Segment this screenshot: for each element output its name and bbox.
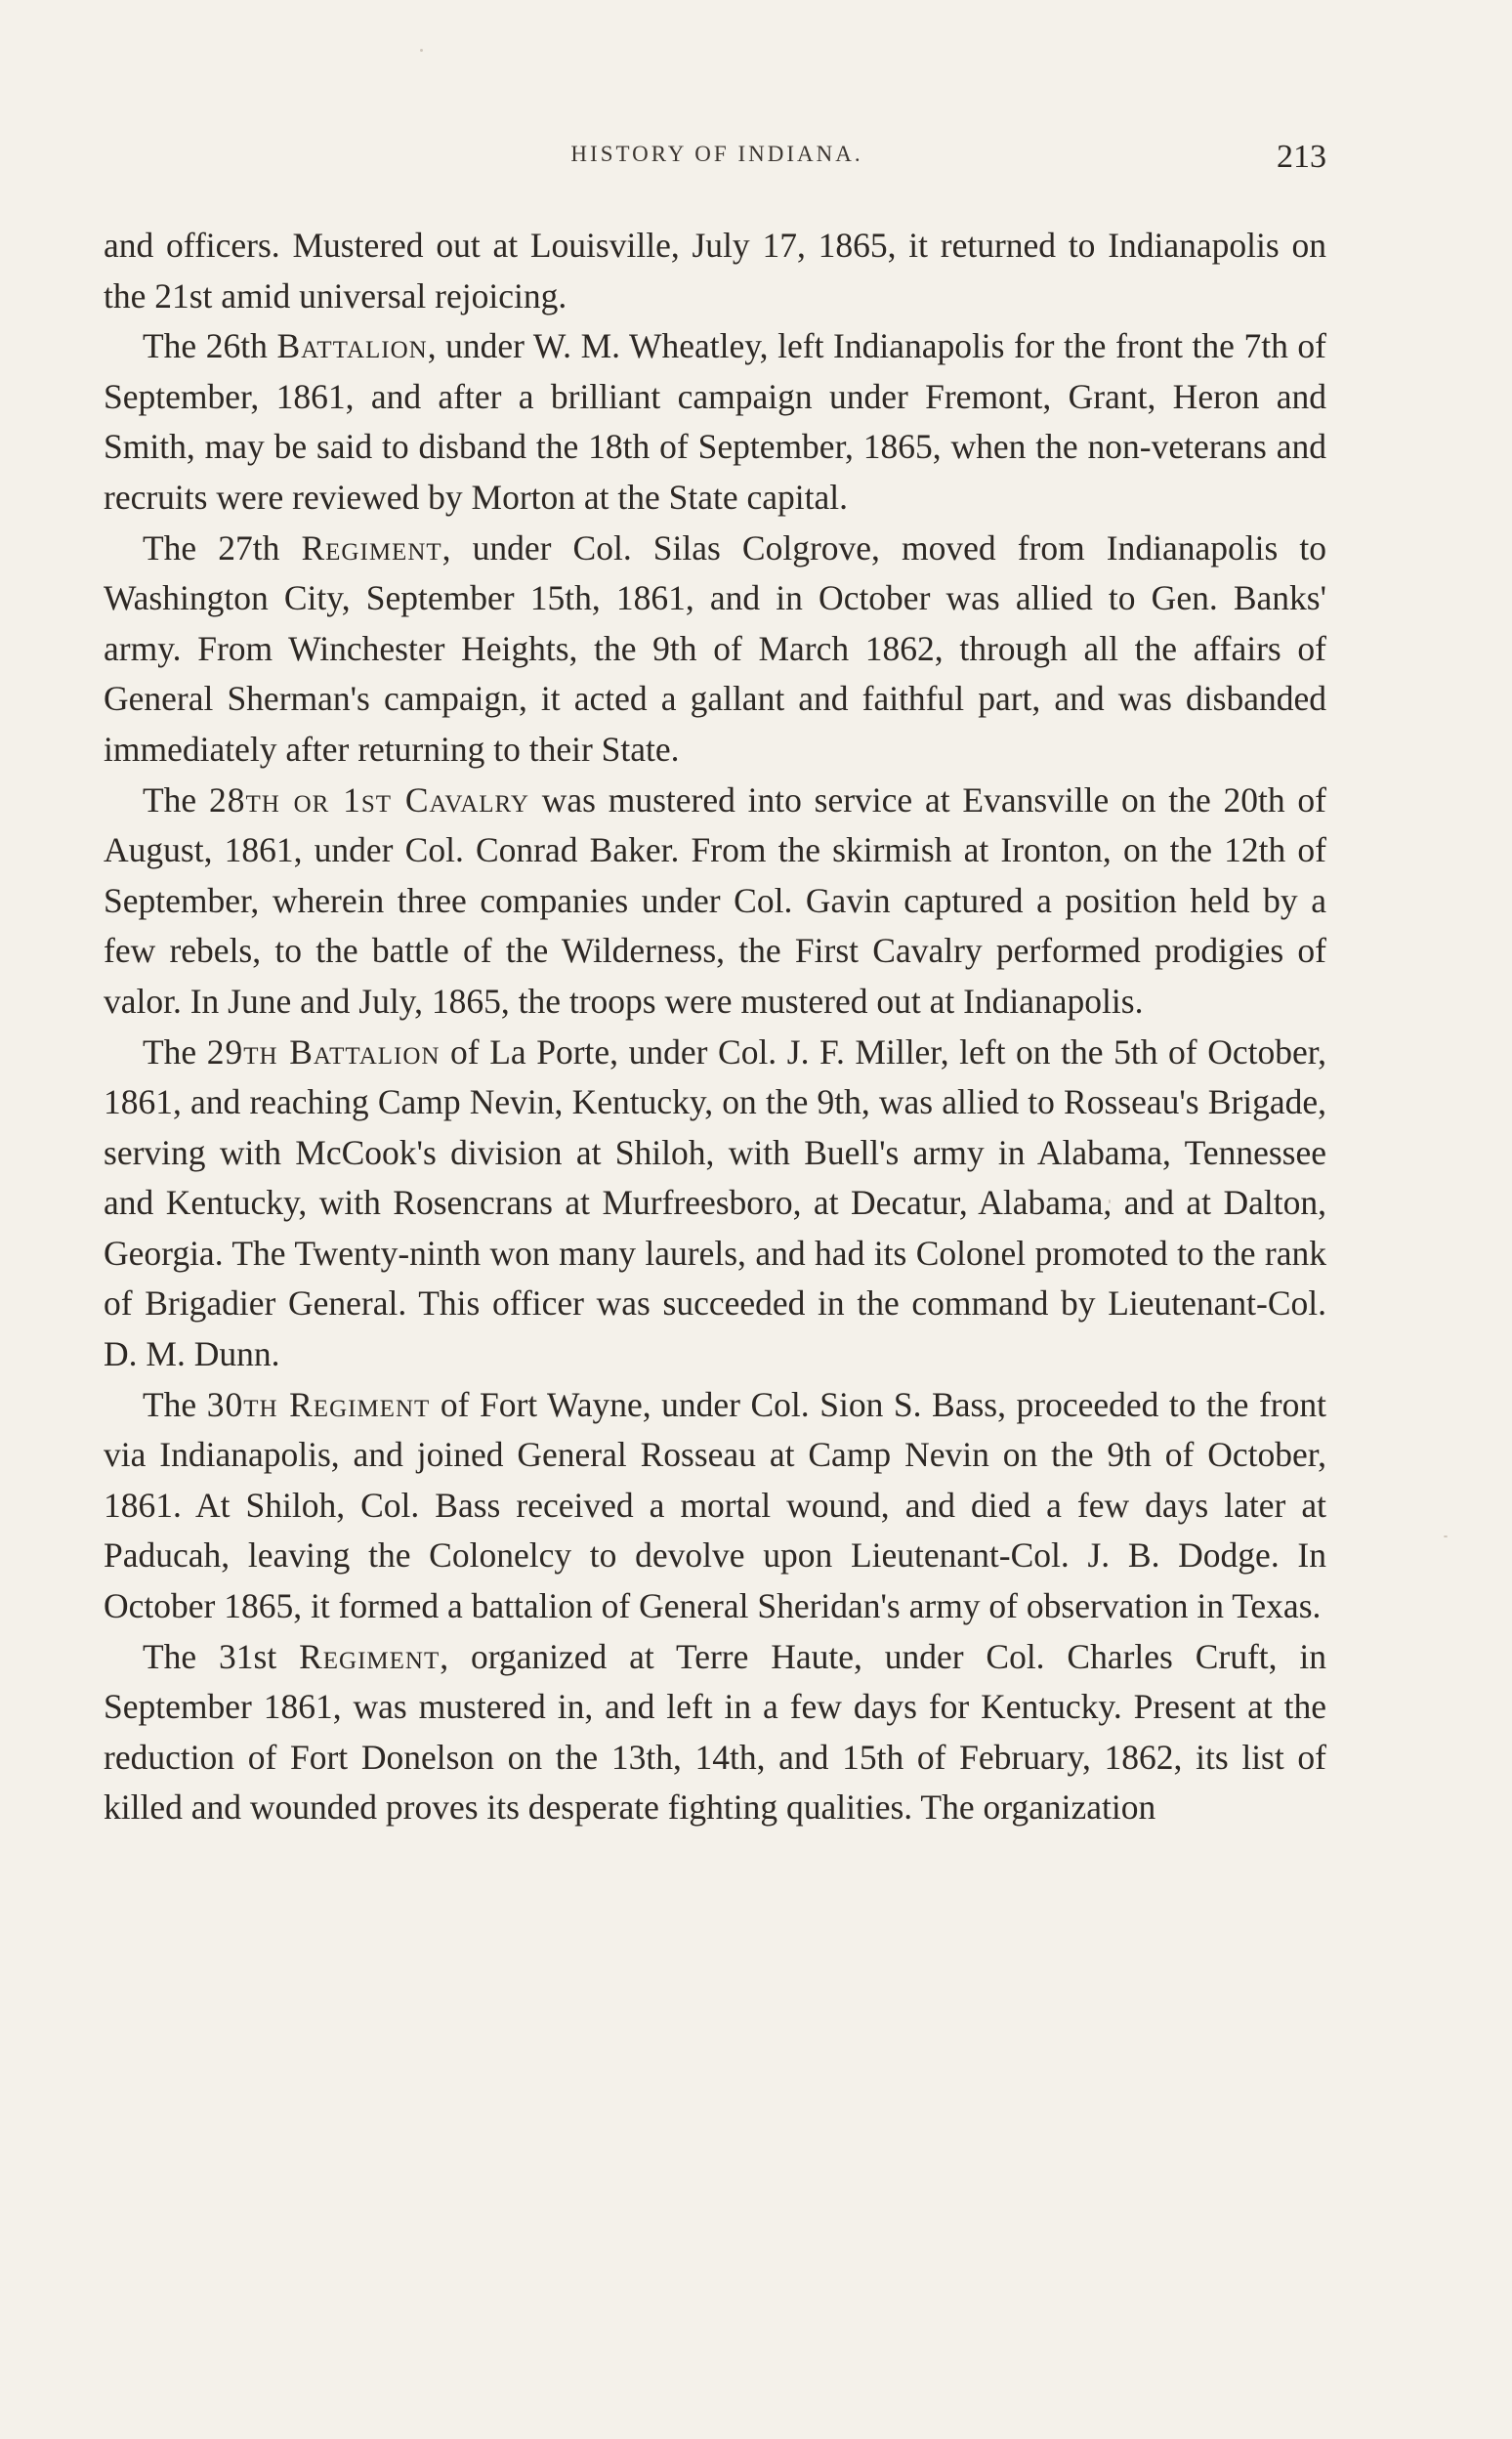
paragraph-lead: The 27th bbox=[143, 527, 302, 568]
paper-speck bbox=[420, 49, 423, 52]
paragraph-text: of La Porte, under Col. J. F. Miller, left on the 5th of October, 1861, and reaching Camp Nevin, Kentucky, on the 9th, was allied to Rosseau's Brigade, serving with McCook's division at Shiloh, with Buell's army in Alabama, Tennessee and Kentucky, with Rosencrans at Murfreesboro, at Decatur, Alabama, and at Dalton, Georgia. The Twenty-ninth won many laurels, and had its Colonel promoted to the rank of Brigadier General. This officer was succeeded in the command by Lieutenant-Col. D. M. Dunn. bbox=[104, 1031, 1326, 1374]
paragraph-lead: The 26th bbox=[143, 326, 277, 366]
paragraph-lead: The 31st bbox=[143, 1636, 300, 1676]
paragraph bbox=[104, 776, 1326, 1028]
page-header bbox=[107, 139, 1326, 187]
paragraph-text: of Fort Wayne, under Col. Sion S. Bass, proceeded to the front via Indianapolis, and joined General Rosseau at Camp Nevin on the 9th of October, 1861. At Shiloh, Col. Bass received a mortal wound, and died a few days later at Paducah, leaving the Colonelcy to devolve upon Lieutenant-Col. J. B. Dodge. In October 1865, it formed a battalion of General Sheridan's army of observation in Texas. bbox=[104, 1384, 1326, 1626]
page-number: 213 bbox=[1277, 139, 1326, 175]
paragraph-lead: The bbox=[143, 1384, 207, 1424]
paragraph bbox=[104, 1632, 1326, 1833]
paragraph bbox=[104, 321, 1326, 523]
body-text bbox=[104, 221, 1326, 1833]
paragraph-lead: The bbox=[143, 779, 209, 820]
paper-speck bbox=[1444, 1535, 1448, 1537]
paragraph-text: , organized at Terre Haute, under Col. Charles Cruft, in September 1861, was mustered in, and left in a few days for Kentucky. Present at the reduction of Fort Donelson on the 13th, 14th, and 15th of February, 1862, its list of killed and wounded proves its desperate fighting qualities. The organization bbox=[104, 1636, 1326, 1828]
unit-heading: Regiment bbox=[299, 1636, 441, 1676]
unit-heading: 29th Battalion bbox=[206, 1031, 441, 1072]
unit-heading: 30th Regiment bbox=[206, 1384, 431, 1424]
paragraph bbox=[104, 221, 1326, 321]
unit-heading: 28th or 1st Cavalry bbox=[209, 779, 529, 820]
paragraph bbox=[104, 1028, 1326, 1380]
paragraph-lead: The bbox=[143, 1031, 207, 1072]
paragraph-text: was mustered into service at Evansville on the 20th of August, 1861, under Col. Conrad Baker. From the skirmish at Ironton, on the 12th of September, wherein three companies under Col. Gavin captured a position held by a few rebels, to the battle of the Wilderness, the First Cavalry performed prodigies of valor. In June and July, 1865, the troops were mustered out at Indianapolis. bbox=[104, 779, 1327, 1021]
paragraph-text: , under W. M. Wheatley, left Indianapolis for the front the 7th of September, 1861, and after a brilliant campaign under Fremont, Grant, Heron and Smith, may be said to disband the 18th of September, 1865, when the non-veterans and recruits were reviewed by Morton at the State capital. bbox=[104, 326, 1326, 517]
unit-heading: Battalion bbox=[276, 326, 428, 366]
running-head: HISTORY OF INDIANA. bbox=[570, 142, 863, 166]
paragraph bbox=[104, 524, 1326, 776]
paragraph-text: , under Col. Silas Colgrove, moved from Indianapolis to Washington City, September 15th, 1861, and in October was allied to Gen. Banks' army. From Winchester Heights, the 9th of March 1862, through all the affairs of General Sherman's campaign, it acted a gallant and faithful part, and was disbanded immediately after returning to their State. bbox=[104, 527, 1326, 769]
paragraph-text: and officers. Mustered out at Louisville, July 17, 1865, it returned to Indianapolis on the 21st amid universal rejoicing. bbox=[104, 226, 1326, 315]
unit-heading: Regiment bbox=[301, 527, 442, 568]
paragraph bbox=[104, 1380, 1326, 1632]
